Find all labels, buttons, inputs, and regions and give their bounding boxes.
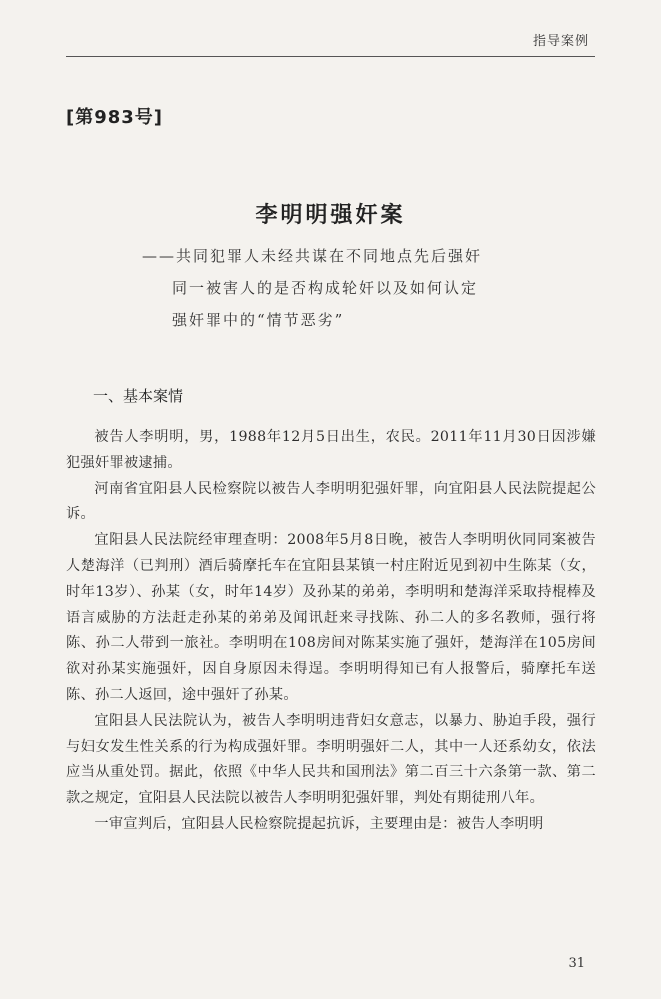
paragraph: 一审宣判后，宜阳县人民检察院提起抗诉，主要理由是：被告人李明明 [94,815,544,832]
paragraph: 宜阳县人民法院经审理查明：2008年5月8日晚，被告人李明明伙同同案被告人楚海洋（已判刑）酒后骑摩托车在宜阳县某镇一村庄附近见到初中生陈某（女，时年13岁）、孙某（女，时年14岁）及孙某的弟弟，李明明和楚海洋采取持棍棒及语言威胁的方法赶走孙某的弟弟及闻讯赶来寻找陈、孙二人的多名教师，强行将陈、孙二人带到一旅社。李明明在108房间对陈某实施了强奸，楚海洋在105房间欲对孙某实施强奸，因自身原因未得逞。李明明得知已有人报警后，骑摩托车送陈、孙二人返回，途中强奸了孙某。 [66,532,596,703]
body-text [66,425,596,838]
page-number: 31 [568,956,585,971]
case-subtitle [142,240,582,336]
paragraph: 宜阳县人民法院认为，被告人李明明违背妇女意志，以暴力、胁迫手段，强行与妇女发生性关系的行为构成强奸罪。李明明强奸二人，其中一人还系幼女，依法应当从重处罚。据此，依照《中华人民共和国刑法》第二百三十六条第一款、第二款之规定，宜阳县人民法院以被告人李明明犯强奸罪，判处有期徒刑八年。 [66,712,596,807]
section-heading: 一、基本案情 [93,387,184,405]
running-header: 指导案例 [532,34,589,49]
header-divider [66,56,595,57]
subtitle-line: ——共同犯罪人未经共谋在不同地点先后强奸 [142,247,483,265]
subtitle-line: 强奸罪中的“情节恶劣” [172,311,345,329]
subtitle-line: 同一被害人的是否构成轮奸以及如何认定 [172,279,479,297]
paragraph: 被告人李明明，男，1988年12月5日出生，农民。2011年11月30日因涉嫌犯强奸罪被逮捕。 [66,429,596,471]
paragraph: 河南省宜阳县人民检察院以被告人李明明犯强奸罪，向宜阳县人民法院提起公诉。 [66,480,596,523]
case-title: 李明明强奸案 [255,202,406,228]
case-number: [第983号] [66,107,164,128]
